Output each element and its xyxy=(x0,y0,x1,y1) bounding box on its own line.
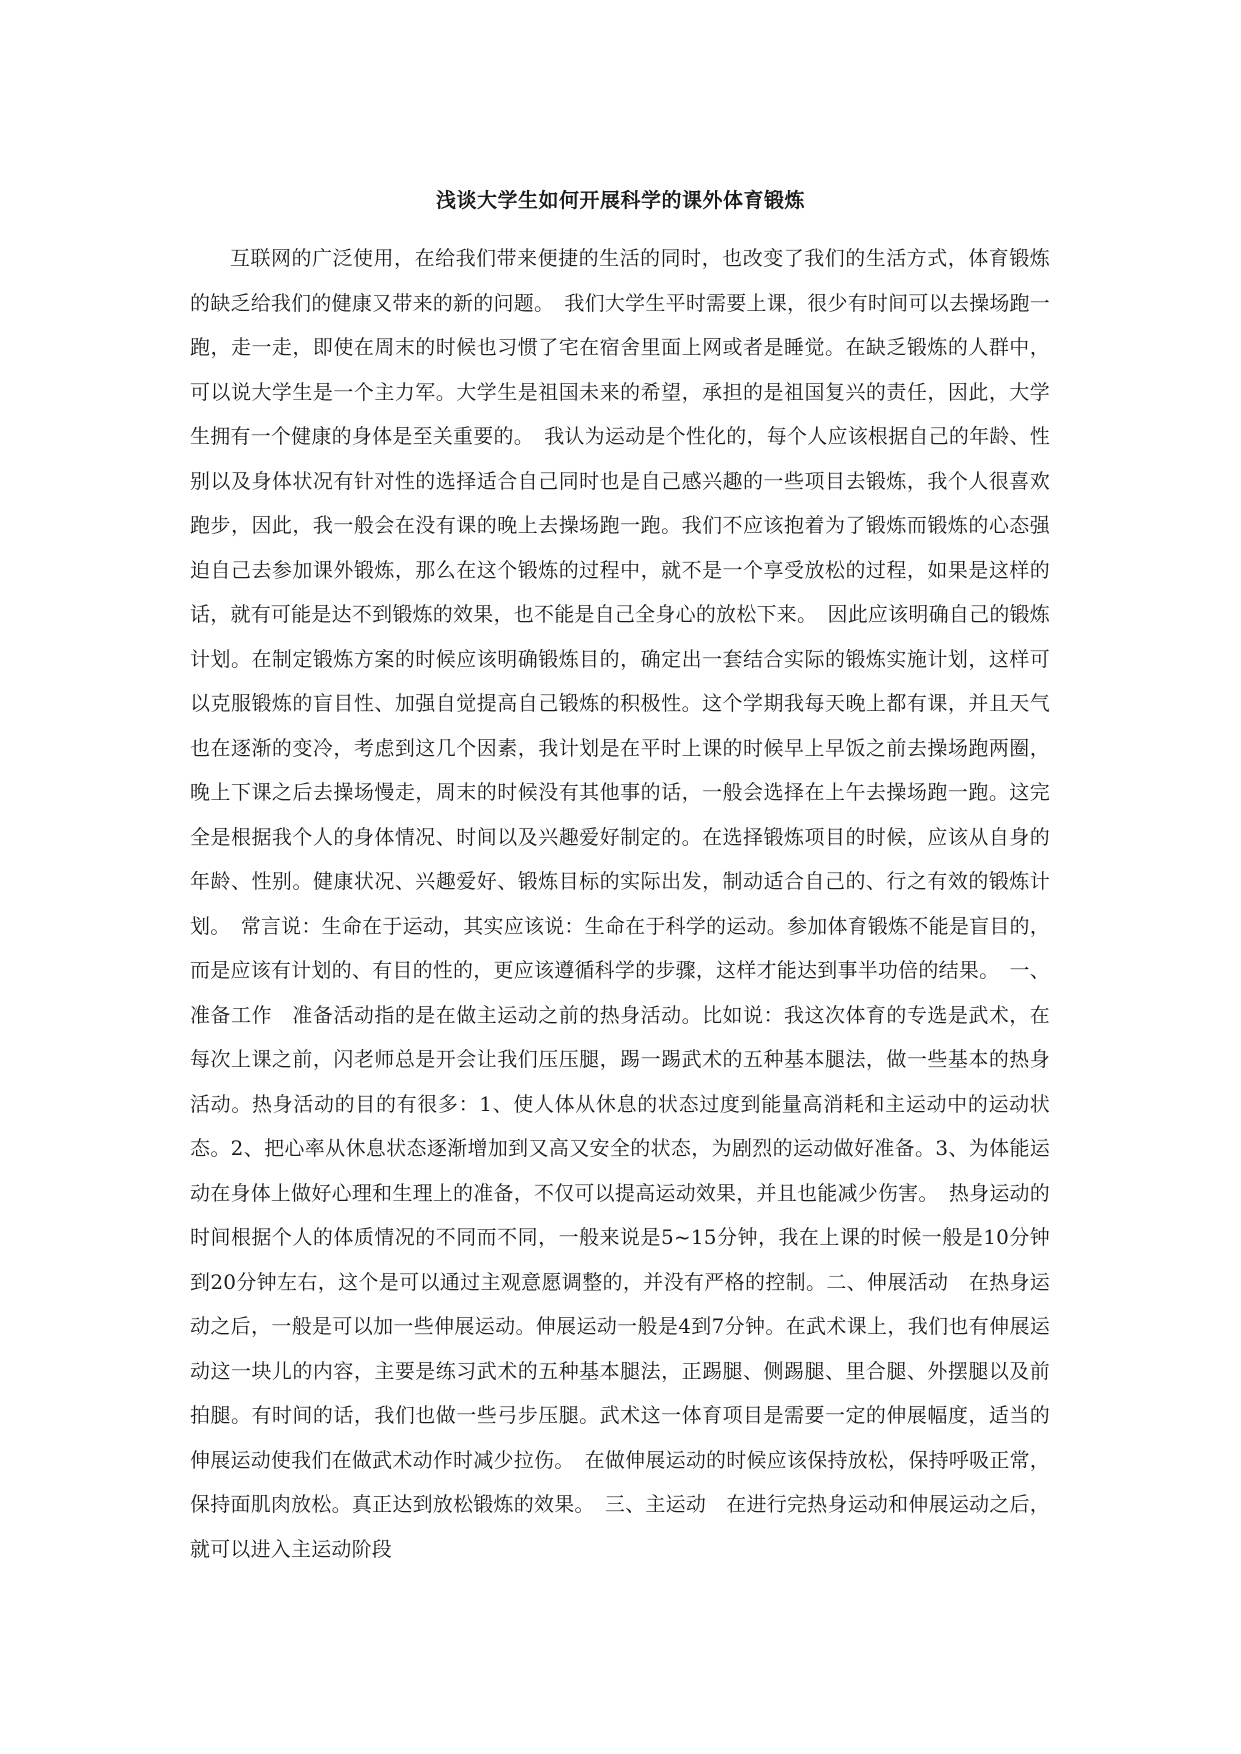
document-title: 浅谈大学生如何开展科学的课外体育锻炼 xyxy=(436,188,805,212)
document-body-paragraph: 互联网的广泛使用，在给我们带来便捷的生活的同时，也改变了我们的生活方式，体育锻炼的缺乏给我们的健康又带来的新的问题。 我们大学生平时需要上课，很少有时间可以去操场跑一跑，走一走，即使在周末的时候也习惯了宅在宿舍里面上网或者是睡觉。在缺乏锻炼的人群中，可以说大学生是一个主力军。大学生是祖国未来的希望，承担的是祖国复兴的责任，因此，大学生拥有一个健康的身体是至关重要的。 我认为运动是个性化的，每个人应该根据自己的年龄、性别以及身体状况有针对性的选择适合自己同时也是自己感兴趣的一些项目去锻炼，我个人很喜欢跑步，因此，我一般会在没有课的晚上去操场跑一跑。我们不应该抱着为了锻炼而锻炼的心态强迫自己去参加课外锻炼，那么在这个锻炼的过程中，就不是一个享受放松的过程，如果是这样的话，就有可能是达不到锻炼的效果，也不能是自己全身心的放松下来。 因此应该明确自己的锻炼计划。在制定锻炼方案的时候应该明确锻炼目的，确定出一套结合实际的锻炼实施计划，这样可以克服锻炼的盲目性、加强自觉提高自己锻炼的积极性。这个学期我每天晚上都有课，并且天气也在逐渐的变冷，考虑到这几个因素，我计划是在平时上课的时候早上早饭之前去操场跑两圈，晚上下课之后去操场慢走，周末的时候没有其他事的话，一般会选择在上午去操场跑一跑。这完全是根据我个人的身体情况、时间以及兴趣爱好制定的。在选择锻炼项目的时候，应该从自身的年龄、性别。健康状况、兴趣爱好、锻炼目标的实际出发，制动适合自己的、行之有效的锻炼计划。 常言说：生命在于运动，其实应该说：生命在于科学的运动。参加体育锻炼不能是盲目的，而是应该有计划的、有目的性的，更应该遵循科学的步骤，这样才能达到事半功倍的结果。 一、准备工作 准备活动指的是在做主运动之前的热身活动。比如说：我这次体育的专选是武术，在每次上课之前，闪老师总是开会让我们压压腿，踢一踢武术的五种基本腿法，做一些基本的热身活动。热身活动的目的有很多：1、使人体从休息的状态过度到能量高消耗和主运动中的运动状态。2、把心率从休息状态逐渐增加到又高又安全的状态，为剧烈的运动做好准备。3、为体能运动在身体上做好心理和生理上的准备，不仅可以提高运动效果，并且也能减少伤害。 热身运动的时间根据个人的体质情况的不同而不同，一般来说是5~15分钟，我在上课的时候一般是10分钟到20分钟左右，这个是可以通过主观意愿调整的，并没有严格的控制。二、伸展活动 在热身运动之后，一般是可以加一些伸展运动。伸展运动一般是4到7分钟。在武术课上，我们也有伸展运动这一块儿的内容，主要是练习武术的五种基本腿法，正踢腿、侧踢腿、里合腿、外摆腿以及前拍腿。有时间的话，我们也做一些弓步压腿。武术这一体育项目是需要一定的伸展幅度，适当的伸展运动使我们在做武术动作时减少拉伤。 在做伸展运动的时候应该保持放松，保持呼吸正常，保持面肌肉放松。真正达到放松锻炼的效果。 三、主运动 在进行完热身运动和伸展运动之后，就可以进入主运动阶段 xyxy=(190,246,1050,1561)
